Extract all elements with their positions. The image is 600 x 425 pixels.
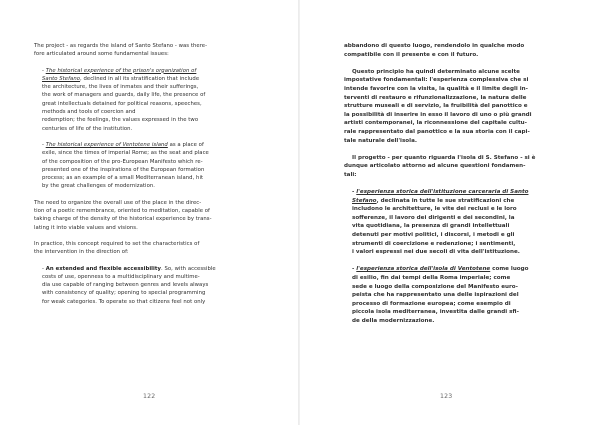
bullet-accessibility: - An extended and flexible accessibility. So, with accessible costs of use, openness to a multidisciplinary and multime- dia use capable of ranging between genres and levels always with consistency of quality; opening to special programming for weak categories. To operate so that citizens feel not only [42,265,216,305]
bullet-ventotene-experience: - The historical experience of Ventotene island as a place of exile, since the times of imperial Rome; as the seat and place of the composition of the pro-European Manifesto which re- presented one of the inspirations of the European formation process; as an example of a small Mediterranean island, hit by the great challenges of modernization. [42,141,209,190]
right-page [300,0,600,425]
page-number-right: 123 [440,393,453,400]
intervention-paragraph: In practice, this concept required to set the characteristics of the intervention in the direction of: [34,240,200,256]
bullet-esperienza-carceraria: - l'esperienza storica dell'istituzione carceraria di Santo Stefano, declinata in tutte le sue stratificazioni che includono le architetture, le vite dei reclusi e le loro sofferenze, il lavoro dei dirigenti e dei secondini, la vita quotidiana, la presenza di grandi intellettuali detenuti per motivi politici, i discorsi, i metodi e gli strumenti di coercizione e redenzione; i sentimenti, i valori espressi nei due secoli di vita dell'istituzione. [352,189,529,256]
left-text-column [34,42,264,306]
right-text-column [344,42,576,326]
poetic-remembrance-paragraph: The need to organize the overall use of the place in the direc- tion of a poetic remembrance, oriented to meditation, capable of taking charge of the density of the historical experience by trans- lating it into viable values and visions. [34,199,212,231]
page-number-left: 122 [143,393,156,400]
principle-paragraph: Questo principio ha quindi determinato alcune scelte impostative fondamentali: l'esperienza complessiva che si intende favorire con la visita, la qualità e il limite degli in- terventi di restauro e rifunzionalizzazione, la natura delle strutture museali e di servizio, la fruibilità del panottico e la possibilità di inserire in esso il lavoro di uno o più grandi artisti contemporanei, la riconnessione del capitale cultu- rale rappresentato dal panottico e la sua storia con il capi- tale naturale dell'isola. [344,68,532,144]
project-paragraph: Il progetto - per quanto riguarda l'isola di S. Stefano - si è dunque articolato attorno ad alcune questioni fondamen- tali: [344,154,536,178]
bullet-esperienza-ventotene: - l'esperienza storica dell'isola di Ventotene come luogo di esilio, fin dai tempi della Roma imperiale; come sede e luogo della composizione del Manifesto euro- peista che ha rappresentato una delle ispirazioni del processo di formazione europea; come esempio di piccola isola mediterranea, investita dalle grandi sfi- de della modernizzazione. [352,266,529,324]
continuation-paragraph: abbandono di questo luogo, rendendolo in qualche modo compatibile con il presente e con il futuro. [344,43,525,58]
bullet-prison-experience: - The historical experience of the prison's organization of Santo Stefano, declined in all its stratification that include the architecture, the lives of inmates and their sufferings, the work of managers and guards, daily life, the presence of great intellectuals detained for political reasons, speeches, methods and tools of coercion and redemption; the feelings, the values expressed in the two centuries of life of the institution. [42,67,206,132]
intro-paragraph: The project - as regards the island of Santo Stefano - was there- fore articulated around some fundamental issues: [34,43,208,58]
